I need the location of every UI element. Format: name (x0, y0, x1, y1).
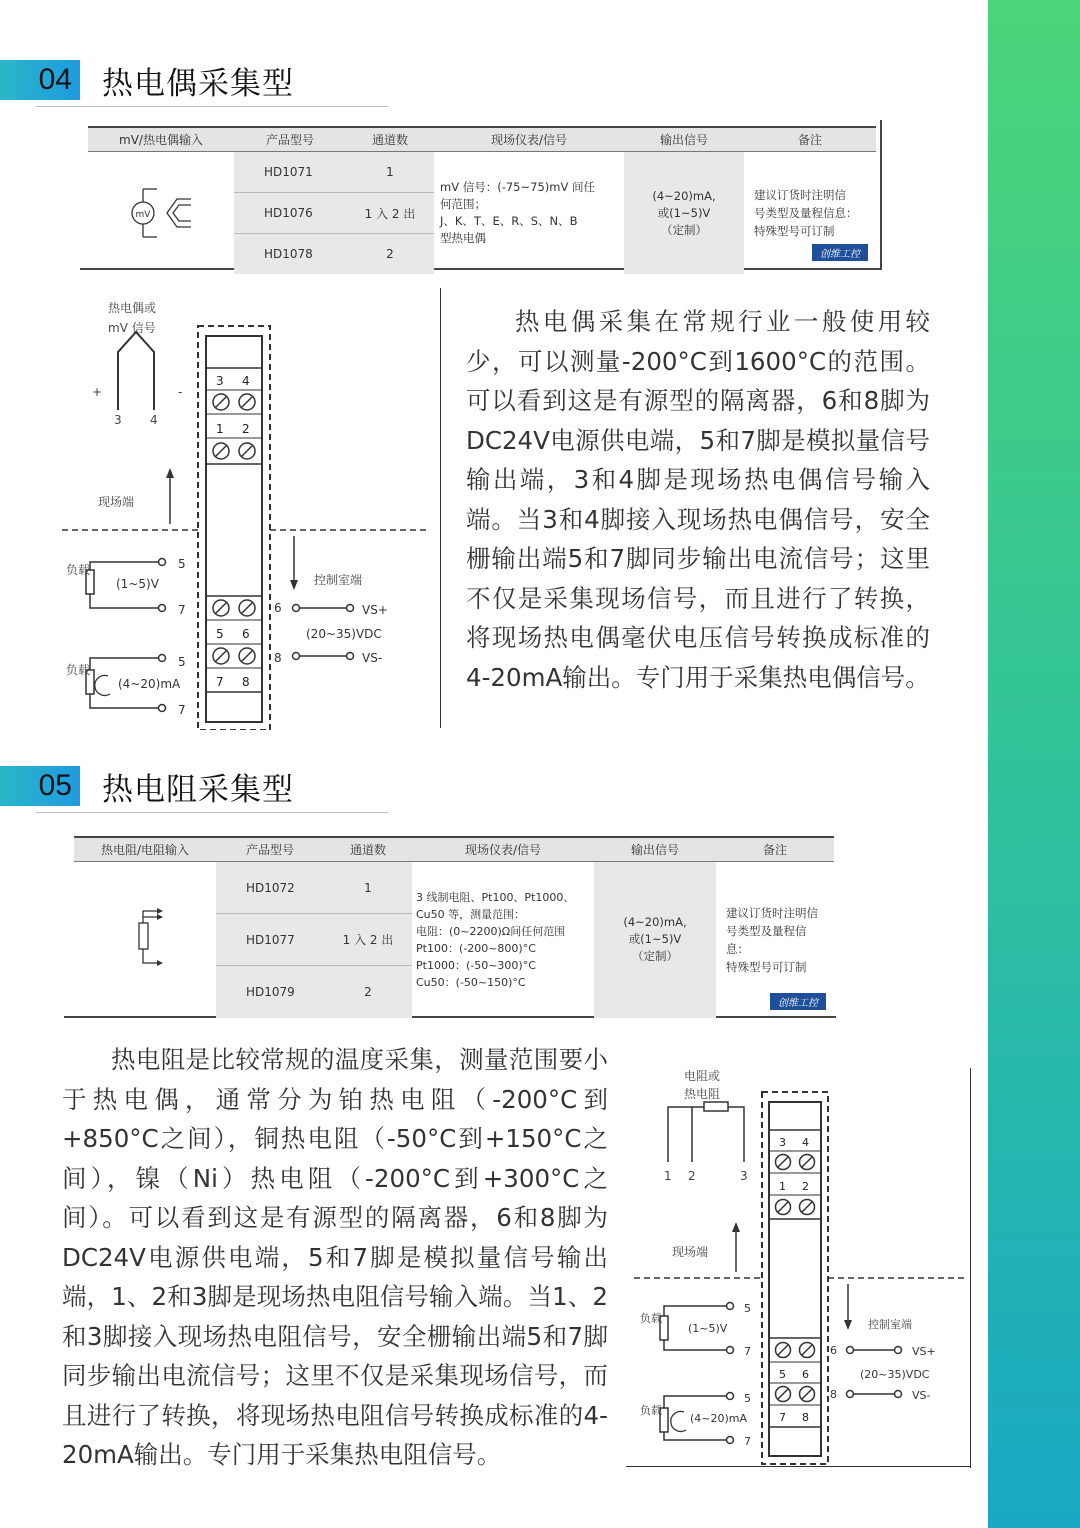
table-header: 通道数 (324, 837, 412, 862)
terminal-label: 8 (802, 1411, 809, 1424)
spec-table-thermocouple (88, 126, 876, 274)
output-line: （定制） (632, 949, 678, 964)
brand-badge: 创维工控 (812, 244, 868, 261)
heading-underline (36, 106, 388, 107)
sensor-label: mV 信号 (108, 321, 156, 335)
wiring-diagram-rtd (632, 1066, 970, 1466)
vs-minus-label: VS- (912, 1389, 931, 1402)
rtd-symbol (74, 862, 216, 1018)
channel-cell: 1 入 2 出 (346, 193, 434, 234)
section-heading-05 (0, 766, 390, 810)
terminal-label: 7 (779, 1411, 786, 1424)
terminal-label: 1 (216, 422, 224, 436)
output-signal-cell (624, 152, 744, 275)
table-header: 通道数 (346, 127, 434, 152)
diagram-baseline (626, 1466, 971, 1467)
note-line: 号类型及量程信息： (726, 923, 807, 956)
output-line: （定制） (661, 222, 707, 237)
vs-minus-label: VS- (362, 651, 383, 665)
channel-cell: 1 入 2 出 (324, 914, 412, 966)
terminal-label: 1 (779, 1180, 786, 1193)
pin-label: 3 (740, 1169, 748, 1183)
pin-label: 8 (830, 1388, 837, 1401)
load-label: 负载 (640, 1312, 662, 1325)
output-line: (4~20)mA, (652, 188, 716, 203)
voltage-range-label: (1~5)V (116, 577, 159, 591)
sensor-label: 热电偶或 (108, 301, 157, 315)
terminal-label: 2 (242, 422, 250, 436)
section-number: 05 (0, 766, 80, 806)
field-side-label: 现场端 (672, 1245, 709, 1259)
spec-table-rtd (74, 836, 834, 1018)
thermocouple-description: 热电偶采集在常规行业一般使用较少，可以测量-200°C到1600°C的范围。可以看到这是有源型的隔离器，6和8脚为DC24V电源供电端，5和7脚是模拟量信号输出端，3和4脚是现场热电偶信号输入端。当3和4脚接入现场热电偶信号，安全栅输出端5和7脚同步输出电流信号；这里不仅是采集现场信号，而且进行了转换，将现场热电偶毫伏电压信号转换成标准的4-20mA输出。专门用于采集热电偶信号。 (466, 307, 930, 692)
load-label: 负载 (66, 663, 91, 677)
section-number: 04 (0, 60, 80, 100)
model-cell: HD1079 (216, 966, 324, 1018)
output-line: (4~20)mA, (623, 915, 687, 930)
field-signal-line: 型热电偶 (440, 231, 486, 245)
voltage-range-label: (1~5)V (688, 1322, 728, 1335)
table-header: 输出信号 (594, 837, 716, 862)
load-label: 负载 (66, 563, 91, 577)
field-signal-cell (434, 152, 624, 275)
table-header: 现场仪表/信号 (412, 837, 594, 862)
note-line: 建议订货时注明信 (754, 188, 846, 202)
terminal-label: 6 (242, 627, 250, 641)
model-cell: HD1077 (216, 914, 324, 966)
current-range-label: (4~20)mA (690, 1412, 748, 1425)
channel-cell: 1 (346, 152, 434, 193)
terminal-label: 8 (242, 675, 250, 689)
wiring-diagram-thermocouple (56, 290, 440, 730)
model-cell: HD1076 (234, 193, 346, 234)
table-header: 输出信号 (624, 127, 744, 152)
pin-label: 4 (150, 413, 158, 427)
field-signal-cell (412, 862, 594, 1018)
pin-label: 8 (274, 651, 282, 665)
supply-range-label: (20~35)VDC (306, 627, 382, 641)
table-row (74, 862, 834, 914)
terminal-label: 2 (802, 1180, 809, 1193)
pin-label: 5 (178, 557, 186, 571)
field-signal-line: 3 线制电阻、Pt100、Pt1000、 (416, 890, 575, 904)
pin-label: 2 (688, 1169, 696, 1183)
minus-sign: - (178, 385, 183, 399)
table-header: 产品型号 (234, 127, 346, 152)
thermocouple-input-icon (111, 177, 211, 247)
terminal-label: 7 (216, 675, 224, 689)
table-header: 现场仪表/信号 (434, 127, 624, 152)
table-header: 热电阻/电阻输入 (74, 837, 216, 862)
supply-range-label: (20~35)VDC (860, 1368, 930, 1381)
model-cell: HD1072 (216, 862, 324, 914)
terminal-label: 3 (779, 1136, 786, 1149)
terminal-label: 6 (802, 1368, 809, 1381)
plus-sign: + (92, 385, 103, 399)
control-side-label: 控制室端 (314, 573, 363, 587)
output-line: 或(1~5)V (628, 932, 682, 947)
rtd-input-icon (115, 903, 175, 973)
pin-label: 6 (274, 601, 282, 615)
table-header: mV/热电偶输入 (88, 127, 234, 152)
table-row (88, 152, 876, 193)
terminal-label: 5 (779, 1368, 786, 1381)
section-heading-04 (0, 60, 390, 104)
load-label: 负载 (640, 1404, 662, 1417)
field-signal-line: 电阻：(0~2200)Ω间任何范围 (416, 924, 566, 938)
field-signal-line: J、K、T、E、R、S、N、B (440, 214, 578, 228)
pin-label: 5 (744, 1302, 751, 1315)
channel-cell: 1 (324, 862, 412, 914)
section-title: 热电偶采集型 (102, 66, 294, 102)
pin-label: 5 (744, 1392, 751, 1405)
output-line: 或(1~5)V (657, 205, 711, 220)
table-header: 产品型号 (216, 837, 324, 862)
pin-label: 7 (178, 603, 186, 617)
model-cell: HD1078 (234, 234, 346, 275)
terminal-label: 4 (802, 1136, 809, 1149)
field-signal-line: Cu50：(-50~150)°C (416, 975, 526, 989)
vs-plus-label: VS+ (912, 1345, 936, 1358)
field-signal-line: mV 信号：(-75~75)mV 间任 (440, 180, 595, 194)
field-signal-line: 何范围； (440, 197, 486, 211)
pin-label: 7 (178, 703, 186, 717)
field-signal-line: Pt100：(-200~800)°C (416, 941, 536, 955)
side-gradient-bar (988, 0, 1080, 1528)
svg-text:mV: mV (135, 209, 151, 220)
pin-label: 3 (114, 413, 122, 427)
vs-plus-label: VS+ (362, 603, 388, 617)
sensor-label: 热电阻 (684, 1087, 721, 1101)
note-line: 特殊型号可订制 (726, 959, 807, 974)
field-signal-line: Pt1000：(-50~300)°C (416, 958, 536, 972)
pin-label: 7 (744, 1435, 751, 1448)
model-cell: HD1071 (234, 152, 346, 193)
pin-label: 1 (664, 1169, 672, 1183)
pin-label: 6 (830, 1344, 837, 1357)
channel-cell: 2 (324, 966, 412, 1018)
terminal-label: 4 (242, 374, 250, 388)
terminal-label: 5 (216, 627, 224, 641)
table-header: 备注 (716, 837, 834, 862)
note-line: 号类型及量程信息： (754, 206, 858, 220)
rtd-description: 热电阻是比较常规的温度采集，测量范围要小于热电偶，通常分为铂热电阻（-200°C到+850°C之间），铜热电阻（-50°C到+150°C之间），镍（Ni）热电阻（-200°C到+300°C之间）。可以看到这是有源型的隔离器，6和8脚为DC24V电源供电端，5和7脚是模拟量信号输出端，1、2和3脚是现场热电阻信号输入端。当1、2和3脚接入现场热电阻信号，安全栅输出端5和7脚同步输出电流信号；这里不仅是采集现场信号，而且进行了转换，将现场热电阻信号转换成标准的4-20mA输出。专门用于采集热电阻信号。 (62, 1045, 608, 1469)
table-header: 备注 (744, 127, 876, 152)
pin-label: 7 (744, 1345, 751, 1358)
thermocouple-symbol (88, 152, 234, 275)
brand-badge: 创维工控 (770, 993, 826, 1010)
sensor-label: 电阻或 (684, 1069, 721, 1083)
note-line: 特殊型号可订制 (754, 224, 835, 238)
output-signal-cell (594, 862, 716, 1018)
terminal-label: 3 (216, 374, 224, 388)
field-side-label: 现场端 (98, 495, 135, 509)
channel-cell: 2 (346, 234, 434, 275)
current-range-label: (4~20)mA (118, 677, 181, 691)
pin-label: 5 (178, 655, 186, 669)
note-line: 建议订货时注明信 (726, 905, 818, 920)
field-signal-line: Cu50 等，测量范围： (416, 907, 526, 921)
diagram-divider (970, 1068, 971, 1468)
heading-underline (36, 812, 388, 813)
diagram-divider (440, 288, 441, 728)
control-side-label: 控制室端 (868, 1318, 912, 1331)
section-title: 热电阻采集型 (102, 772, 294, 808)
